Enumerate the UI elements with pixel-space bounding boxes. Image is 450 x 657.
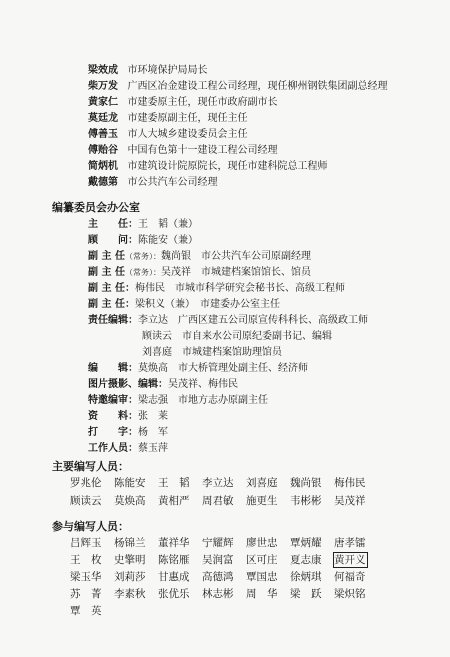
list-item — [88, 80, 388, 93]
participant-name: 梁玉华 — [70, 571, 102, 583]
role-row — [88, 314, 368, 327]
participant-name: 覃 英 — [70, 605, 102, 617]
writer-name: 吴茂祥 — [334, 495, 366, 507]
writer-name: 梅伟民 — [334, 477, 366, 489]
role-value: 蔡玉萍 — [138, 443, 168, 454]
entry-name: 傅贻谷 — [88, 145, 118, 156]
participant-name: 高德鸿 — [202, 571, 234, 583]
role-sub: （常务）： — [124, 268, 161, 277]
participant-name: 吴润富 — [202, 554, 234, 566]
role-label: 副 主 任 — [88, 267, 125, 278]
participant-name: 董祥华 — [158, 537, 190, 549]
writer-name: 王 韬 — [158, 477, 190, 489]
list-item — [88, 144, 278, 157]
participant-name: 甘惠成 — [158, 571, 190, 583]
writer-name: 施更生 — [246, 495, 278, 507]
entry-name: 简炳机 — [88, 161, 118, 172]
participant-name: 唐孝镭 — [334, 537, 366, 549]
role-row — [88, 266, 311, 279]
list-item — [88, 64, 208, 77]
role-value: 吴茂祥 市城建档案馆馆长、馆员 — [160, 267, 311, 278]
section-heading-participants: 参与编写人员： — [52, 520, 129, 533]
role-row — [88, 234, 198, 247]
role-value: 梅伟民 市城市科学研究会秘书长、高级工程师 — [134, 283, 345, 294]
role-row — [88, 394, 268, 407]
participant-name: 覃炳耀 — [290, 537, 322, 549]
writer-name: 刘喜庭 — [246, 477, 278, 489]
role-value: 顾读云 市自来水公司原纪委副书记、编辑 — [142, 331, 332, 342]
participant-name: 张优乐 — [158, 588, 190, 600]
participant-name: 刘莉莎 — [114, 571, 146, 583]
list-item — [88, 112, 248, 125]
role-label: 顾 问： — [88, 235, 138, 246]
role-value: 梁积义（兼） 市建委办公室主任 — [134, 299, 280, 310]
entry-desc: 市建筑设计院原院长，现任市建科院总工程师 — [127, 161, 328, 172]
role-value: 李立达 广西区建五公司原宣传科科长、高级政工师 — [138, 315, 368, 326]
role-value: 魏尚银 市公共汽车公司原副经理 — [160, 251, 311, 262]
participant-name: 李素秋 — [114, 588, 146, 600]
role-label: 图片摄影、编辑： — [88, 379, 168, 390]
role-value: 莫焕高 市大桥管理处副主任、经济师 — [138, 363, 308, 374]
role-label: 工作人员： — [88, 443, 138, 454]
participant-name: 王 枚 — [70, 554, 102, 566]
participant-row — [70, 570, 378, 584]
participant-name: 梁炽铭 — [334, 588, 366, 600]
participant-name: 覃国忠 — [246, 571, 278, 583]
writer-name: 陈能安 — [114, 477, 146, 489]
participant-row — [70, 536, 378, 550]
role-label: 副 主 任： — [88, 299, 135, 310]
writer-name: 韦彬彬 — [290, 495, 322, 507]
participant-name: 宁耀辉 — [202, 537, 234, 549]
role-label: 副 主 任： — [88, 283, 135, 294]
entry-desc: 市建委原主任，现任市政府副市长 — [127, 97, 278, 108]
role-row — [88, 442, 168, 455]
role-row — [88, 282, 345, 295]
role-value: 王 韬（兼） — [138, 219, 198, 230]
role-row — [88, 378, 238, 391]
participant-name: 梁 跃 — [290, 588, 322, 600]
entry-name: 戴德第 — [88, 177, 118, 188]
participant-name: 何福奇 — [334, 571, 366, 583]
role-label: 特邀编审： — [88, 395, 138, 406]
entry-desc: 广西区冶金建设工程公司经理，现任柳州钢铁集团副总经理 — [127, 81, 388, 92]
entry-name: 梁效成 — [88, 65, 118, 76]
entry-name: 黄家仁 — [88, 97, 118, 108]
writer-row — [70, 494, 378, 508]
entry-desc: 市建委原副主任，现任主任 — [127, 113, 248, 124]
writer-name: 顾读云 — [70, 495, 102, 507]
participant-row — [70, 553, 377, 567]
role-value: 刘喜庭 市城建档案馆助理馆员 — [142, 347, 282, 358]
role-row — [88, 250, 311, 263]
section-heading-main-writers: 主要编写人员： — [52, 460, 129, 473]
entry-desc: 中国有色第十一建设工程公司经理 — [127, 145, 278, 156]
role-label: 责任编辑： — [88, 315, 138, 326]
role-label: 资 料： — [88, 411, 138, 422]
participant-name: 夏志康 — [290, 554, 322, 566]
entry-desc: 市人大城乡建设委员会主任 — [127, 129, 248, 140]
writer-name: 黄相严 — [158, 495, 190, 507]
list-item — [88, 160, 328, 173]
participant-name: 吕辉玉 — [70, 537, 102, 549]
role-row — [88, 410, 168, 423]
role-value: 梁志强 市地方志办原副主任 — [138, 395, 268, 406]
role-value: 杨 军 — [138, 427, 168, 438]
participant-name: 陈铭雁 — [158, 554, 190, 566]
participant-name: 徐炳琪 — [290, 571, 322, 583]
writer-row — [70, 476, 378, 490]
role-row — [88, 426, 168, 439]
participant-name: 廖世忠 — [246, 537, 278, 549]
role-label: 副 主 任 — [88, 251, 125, 262]
participant-name: 周 华 — [246, 588, 278, 600]
writer-name: 李立达 — [202, 477, 234, 489]
participant-name: 林志彬 — [202, 588, 234, 600]
entry-name: 柴万发 — [88, 81, 118, 92]
entry-desc: 市公共汽车公司经理 — [127, 177, 218, 188]
participant-row — [70, 604, 114, 618]
section-heading-office: 编纂委员会办公室 — [52, 201, 140, 214]
entry-name: 莫廷龙 — [88, 113, 118, 124]
role-sub: （常务）： — [124, 252, 161, 261]
list-item — [88, 176, 218, 189]
writer-name: 周君敏 — [202, 495, 234, 507]
role-row — [88, 218, 198, 231]
participant-name: 区可庄 — [246, 554, 278, 566]
participant-name: 史擎明 — [114, 554, 146, 566]
role-value: 陈能安（兼） — [138, 235, 198, 246]
role-row — [142, 330, 332, 343]
list-item — [88, 96, 278, 109]
role-value: 张 莱 — [138, 411, 168, 422]
role-row — [88, 298, 280, 311]
role-row — [88, 362, 308, 375]
entry-name: 傅善玉 — [88, 129, 118, 140]
entry-desc: 市环境保护局局长 — [127, 65, 208, 76]
role-label: 打 字： — [88, 427, 138, 438]
participant-row — [70, 587, 378, 601]
list-item — [88, 128, 248, 141]
writer-name: 罗兆伦 — [70, 477, 102, 489]
role-label: 主 任： — [88, 219, 138, 230]
participant-name: 杨锦兰 — [114, 537, 146, 549]
role-label: 编 辑： — [88, 363, 138, 374]
participant-name: 苏 菁 — [70, 588, 102, 600]
role-row — [142, 346, 282, 359]
writer-name: 莫焕高 — [114, 495, 146, 507]
role-value: 吴茂祥、梅伟民 — [168, 379, 238, 390]
participant-name-boxed: 黄开义 — [334, 554, 366, 566]
writer-name: 魏尚银 — [290, 477, 322, 489]
